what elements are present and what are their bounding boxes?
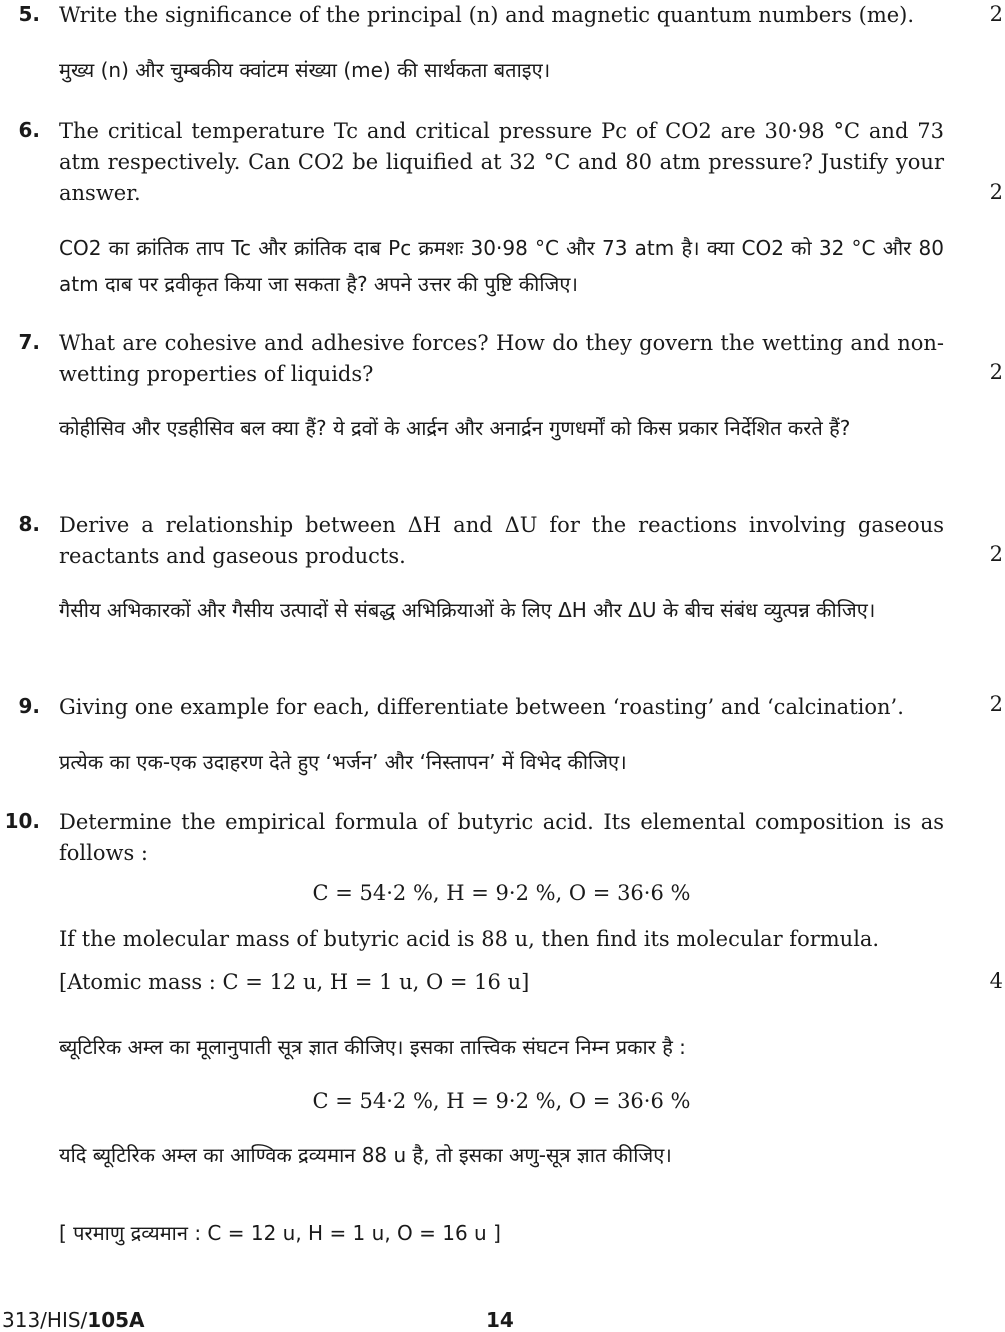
question-number: 9. bbox=[18, 694, 40, 718]
paper-code-suffix: 105A bbox=[87, 1308, 145, 1332]
question-text-hi-1: ब्यूटिरिक अम्ल का मूलानुपाती सूत्र ज्ञात कीजिए। इसका तात्त्विक संघटन निम्न प्रकार है : bbox=[59, 1035, 686, 1059]
question-text-hi: CO2 का क्रांतिक ताप Tc और क्रांतिक दाब Pc क्रमशः 30·98 °C और 73 atm है। क्या CO2 को 32 °C और 80 atm दाब पर द्रवीकृत किया जा सकता है? अपने उत्तर की पुष्टि कीजिए। bbox=[59, 236, 944, 296]
question-text-hi: मुख्य (n) और चुम्बकीय क्वांटम संख्या (me) की सार्थकता बताइए। bbox=[59, 58, 551, 82]
composition-formula-en: C = 54·2 %, H = 9·2 %, O = 36·6 % bbox=[312, 881, 691, 905]
question-text-en: The critical temperature Tc and critical pressure Pc of CO2 are 30·98 °C and 73 atm respectively. Can CO2 be liquified at 32 °C and 80 atm pressure? Justify your answer. bbox=[59, 119, 944, 205]
question-text-hi-2: यदि ब्यूटिरिक अम्ल का आण्विक द्रव्यमान 88 u है, तो इसका अणु-सूत्र ज्ञात कीजिए। bbox=[59, 1143, 672, 1167]
question-marks: 2 bbox=[989, 692, 1003, 716]
question-number: 5. bbox=[18, 2, 40, 26]
question-text-en: Write the significance of the principal (n) and magnetic quantum numbers (me). bbox=[59, 3, 915, 27]
question-text-en: Giving one example for each, differentiate between ‘roasting’ and ‘calcination’. bbox=[59, 695, 904, 719]
question-marks: 2 bbox=[989, 360, 1003, 384]
paper-code-prefix: 313/HIS/ bbox=[2, 1308, 88, 1332]
question-text-en-1: Determine the empirical formula of butyric acid. Its elemental composition is as follows : bbox=[59, 810, 944, 865]
question-marks: 2 bbox=[989, 542, 1003, 566]
question-marks: 2 bbox=[989, 180, 1003, 204]
paper-code bbox=[2, 1308, 145, 1332]
composition-formula-hi: C = 54·2 %, H = 9·2 %, O = 36·6 % bbox=[312, 1089, 691, 1113]
question-text-hi: प्रत्येक का एक-एक उदाहरण देते हुए ‘भर्जन’ और ‘निस्तापन’ में विभेद कीजिए। bbox=[59, 750, 627, 774]
question-text-hi: कोहीसिव और एडहीसिव बल क्या हैं? ये द्रवों के आर्द्रन और अनार्द्रन गुणधर्मों को किस प्रकार निर्देशित करते हैं? bbox=[59, 416, 851, 440]
question-number: 6. bbox=[18, 118, 40, 142]
question-marks: 4 bbox=[989, 969, 1003, 993]
question-number: 10. bbox=[4, 809, 40, 833]
question-text-en-3: [Atomic mass : C = 12 u, H = 1 u, O = 16 u] bbox=[59, 970, 530, 994]
question-text-en: Derive a relationship between ΔH and ΔU for the reactions involving gaseous reactants and gaseous products. bbox=[59, 513, 944, 568]
question-number: 8. bbox=[18, 512, 40, 536]
question-marks: 2 bbox=[989, 2, 1003, 26]
page-number: 14 bbox=[486, 1308, 514, 1332]
question-text-en-2: If the molecular mass of butyric acid is 88 u, then find its molecular formula. bbox=[59, 927, 880, 951]
question-text-hi-3: [ परमाणु द्रव्यमान : C = 12 u, H = 1 u, O = 16 u ] bbox=[59, 1221, 501, 1245]
question-text-hi: गैसीय अभिकारकों और गैसीय उत्पादों से संबद्ध अभिक्रियाओं के लिए ΔH और ΔU के बीच संबंध व्युत्पन्न कीजिए। bbox=[59, 598, 876, 622]
question-number: 7. bbox=[18, 330, 40, 354]
question-text-en: What are cohesive and adhesive forces? How do they govern the wetting and non-wetting properties of liquids? bbox=[59, 331, 944, 386]
